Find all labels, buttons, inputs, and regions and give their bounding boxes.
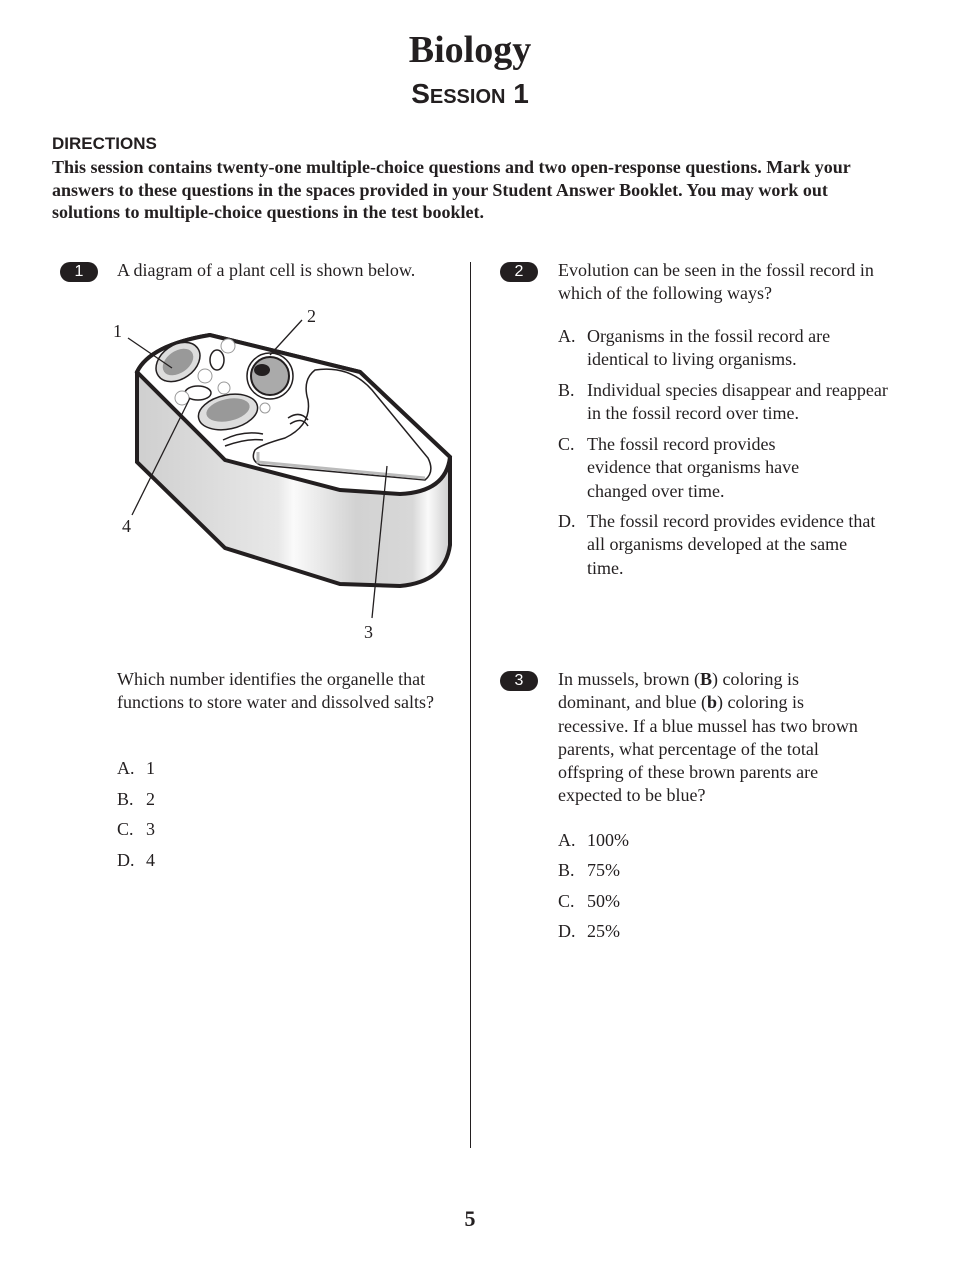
option-letter: A. bbox=[117, 758, 135, 778]
option-text: 1 bbox=[146, 758, 155, 778]
column-divider bbox=[470, 262, 471, 1148]
directions-text: This session contains twenty-one multiple-choice questions and two open-response questions. Mark your answers to these questions in the spaces provided in your Student Answer Booklet. You may work out solutions to multiple-choice questions in the test booklet. bbox=[52, 157, 851, 222]
diagram-label-3: 3 bbox=[364, 622, 373, 642]
question-2-stem: Evolution can be seen in the fossil record in which of the following ways? bbox=[558, 260, 874, 304]
option-text: 25% bbox=[587, 921, 620, 941]
option-letter: B. bbox=[558, 380, 575, 400]
answer-option bbox=[558, 379, 892, 426]
option-letter: B. bbox=[117, 789, 134, 809]
option-letter: A. bbox=[558, 326, 576, 346]
option-text: 100% bbox=[587, 830, 629, 850]
session-title: Session 1 bbox=[411, 78, 529, 109]
question-number-badge: 2 bbox=[500, 262, 538, 282]
option-text: 3 bbox=[146, 819, 155, 839]
option-letter: C. bbox=[558, 891, 575, 911]
option-text: 75% bbox=[587, 860, 620, 880]
answer-option bbox=[558, 829, 629, 852]
option-letter: D. bbox=[558, 921, 576, 941]
option-text: Individual species disappear and reappear in the fossil record over time. bbox=[587, 380, 888, 424]
diagram-label-2: 2 bbox=[307, 306, 316, 326]
option-text: 2 bbox=[146, 789, 155, 809]
answer-option bbox=[558, 890, 620, 913]
option-text: The fossil record provides evidence that organisms have changed over time. bbox=[587, 434, 800, 501]
answer-option bbox=[558, 325, 877, 372]
page-number: 5 bbox=[464, 1206, 476, 1231]
stem-text: In mussels, brown ( bbox=[558, 669, 700, 689]
question-number-badge: 3 bbox=[500, 671, 538, 691]
option-text: The fossil record provides evidence that all organisms developed at the same time. bbox=[587, 511, 876, 578]
answer-option bbox=[558, 859, 620, 882]
question-1-intro: A diagram of a plant cell is shown below. bbox=[117, 260, 416, 280]
option-letter: C. bbox=[558, 434, 575, 454]
answer-option bbox=[117, 788, 155, 811]
question-3-stem bbox=[558, 668, 873, 808]
stem-text: ) coloring is recessive. If a blue mussel has two brown parents, what percentage of the total offspring of these brown parents are expected to be blue? bbox=[558, 692, 858, 806]
option-letter: D. bbox=[117, 850, 135, 870]
answer-option bbox=[558, 433, 832, 503]
question-number-badge: 1 bbox=[60, 262, 98, 282]
answer-option bbox=[117, 757, 155, 780]
answer-option bbox=[117, 818, 155, 841]
answer-option bbox=[558, 920, 620, 943]
allele-dominant: B bbox=[700, 669, 713, 689]
option-letter: B. bbox=[558, 860, 575, 880]
page-title: Biology bbox=[408, 29, 532, 71]
answer-option bbox=[558, 510, 879, 580]
option-letter: A. bbox=[558, 830, 576, 850]
question-1-stem: Which number identifies the organelle that functions to store water and dissolved salts? bbox=[117, 669, 434, 713]
option-letter: D. bbox=[558, 511, 576, 531]
answer-option bbox=[117, 849, 155, 872]
nucleus bbox=[247, 353, 293, 399]
stem-text: ) coloring is dominant, and blue ( bbox=[558, 669, 800, 713]
directions-heading: DIRECTIONS bbox=[52, 134, 157, 153]
option-text: 50% bbox=[587, 891, 620, 911]
option-letter: C. bbox=[117, 819, 134, 839]
diagram-label-4: 4 bbox=[122, 516, 131, 536]
option-text: 4 bbox=[146, 850, 155, 870]
allele-recessive: b bbox=[706, 692, 717, 713]
diagram-label-1: 1 bbox=[113, 321, 122, 341]
option-text: Organisms in the fossil record are identical to living organisms. bbox=[587, 326, 831, 370]
plant-cell-diagram bbox=[110, 300, 460, 645]
